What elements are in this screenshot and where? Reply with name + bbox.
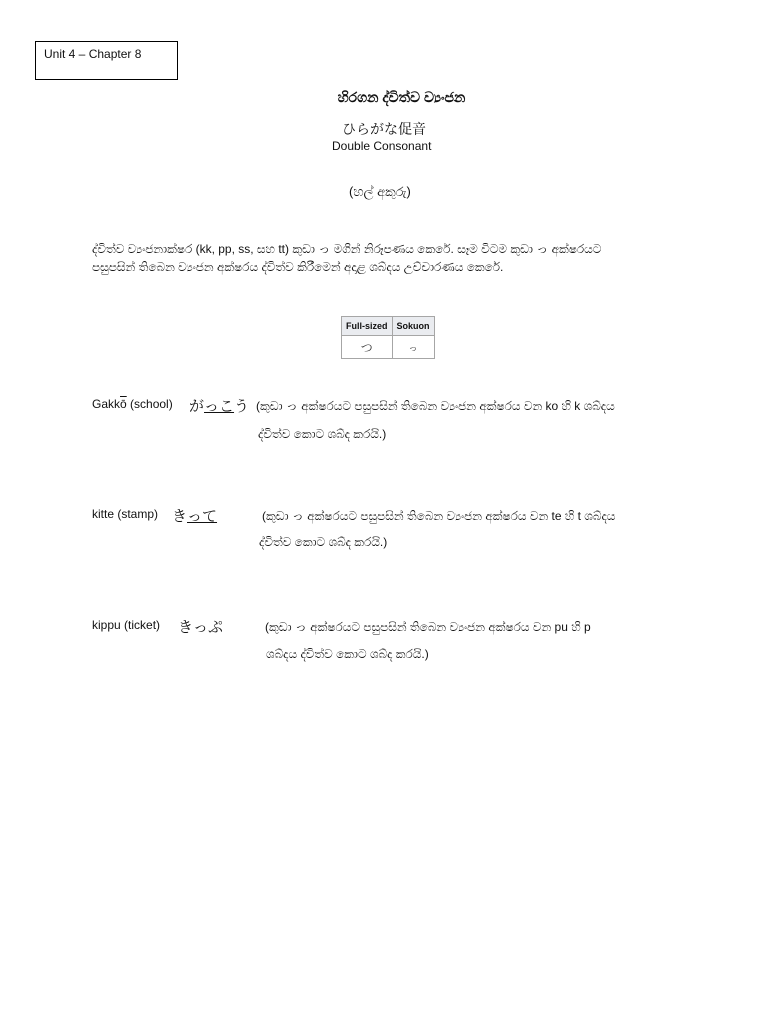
example-kitte-desc-2: ද්විත්ව කොට ශබ්ද කරයි.): [259, 535, 388, 549]
kana-pre: き: [172, 508, 188, 525]
example-gakko-kana: [189, 395, 249, 416]
table-header-sokuon: Sokuon: [392, 317, 434, 336]
subtitle-sinhala: (හල් අකුරු): [349, 184, 411, 199]
romaji: Gakk: [92, 397, 121, 411]
title-japanese: ひらがな促音: [342, 121, 426, 137]
romaji: kippu: [92, 618, 121, 632]
meaning: (school): [126, 397, 173, 411]
meaning: (stamp): [114, 507, 159, 521]
intro-line-2: පසුපසින් තිබෙන ව්‍යංජන අක්ෂරය ද්විත්ව කිරීමෙන් අදාළ ශබ්දය උච්චාරණය කෙරේ.: [92, 260, 504, 274]
example-kippu-kana: きっぷ: [178, 619, 224, 636]
example-gakko-desc-1: (කුඩා っ අක්ෂරයට පසුපසින් තිබෙන ව්‍යංජන අක්ෂරය වන ko හි k ශබ්දය: [256, 399, 615, 413]
example-kitte-kana: [172, 505, 217, 526]
example-kippu-romaji: [92, 618, 160, 632]
kana-underlined: って: [187, 508, 218, 525]
intro-paragraph: [92, 240, 692, 276]
table-header-full-sized: Full-sized: [342, 317, 393, 336]
example-kippu-desc-1: (කුඩා っ අක්ෂරයට පසුපසින් තිබෙන ව්‍යංජන අක්ෂරය වන pu හි p: [265, 620, 591, 634]
example-kitte-desc-1: (කුඩා っ අක්ෂරයට පසුපසින් තිබෙන ව්‍යංජන අක්ෂරය වන te හි t ශබ්දය: [262, 509, 616, 523]
kana-post: う: [234, 398, 250, 415]
kana-underlined: っこ: [204, 398, 235, 415]
romaji-accent: $\overline{ō}$: [120, 397, 127, 411]
table-cell-sokuon: っ: [392, 336, 434, 359]
meaning: (ticket): [120, 618, 161, 632]
example-kippu-desc-2: ශබ්දය ද්විත්ව කොට ශබ්ද කරයි.): [266, 647, 429, 661]
kana-pre: が: [189, 398, 205, 415]
example-gakko-desc-2: ද්විත්ව කොට ශබ්ද කරයි.): [258, 427, 387, 441]
table-cell-full-sized: つ: [342, 336, 393, 359]
sokuon-table: [341, 316, 435, 359]
title-english: Double Consonant: [332, 139, 432, 153]
intro-line-1: ද්විත්ව ව්‍යංජනාක්ෂර (kk, pp, ss, සහ tt) කුඩා っ මගින් නිරූපණය කෙරේ. සෑම විටම කුඩා っ අක්ෂරයට: [92, 242, 602, 256]
romaji: kitte: [92, 507, 115, 521]
example-gakko-romaji: [92, 397, 173, 411]
title-sinhala: හිරගන ද්විත්ව ව්‍යංජන: [337, 89, 466, 105]
example-kitte-romaji: [92, 507, 158, 521]
unit-chapter-label: Unit 4 – Chapter 8: [35, 41, 178, 80]
